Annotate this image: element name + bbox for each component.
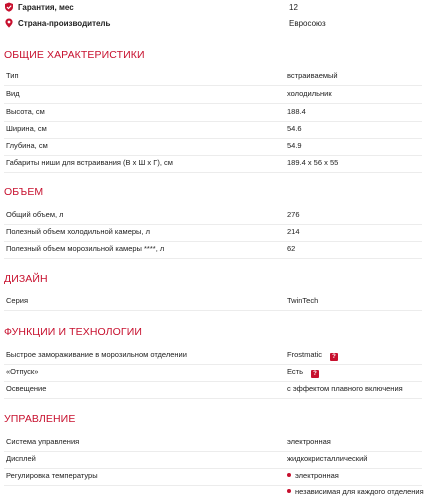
spec-label: Тип: [6, 71, 19, 80]
spec-value: 62: [287, 244, 296, 253]
spec-label: Ширина, см: [6, 124, 47, 133]
spec-value: Frostmatic: [287, 350, 323, 359]
spec-row: [4, 138, 422, 156]
spec-value-wrap: [287, 487, 424, 496]
spec-label: Регулировка температуры: [6, 471, 98, 480]
spec-row: [4, 86, 422, 104]
spec-label: Габариты ниши для встраивания (В x Ш x Г), см: [6, 158, 173, 167]
spec-label: Полезный объем морозильной камеры ****, л: [6, 244, 165, 253]
spec-row: [4, 381, 422, 399]
spec-row: [4, 155, 422, 173]
spec-value: 189.4 x 56 x 55: [287, 158, 339, 167]
section-title-general: ОБЩИЕ ХАРАКТЕРИСТИКИ: [4, 49, 145, 61]
spec-label: Полезный объем холодильной камеры, л: [6, 227, 150, 236]
spec-row: [4, 241, 422, 259]
spec-value: TwinTech: [287, 296, 319, 305]
spec-label: Серия: [6, 296, 29, 305]
help-icon[interactable]: ?: [311, 370, 319, 378]
spec-value: 276: [287, 210, 300, 219]
spec-label: Быстрое замораживание в морозильном отделении: [6, 350, 187, 359]
spec-value-wrap: [287, 471, 339, 480]
section-title-functions: ФУНКЦИИ И ТЕХНОЛОГИИ: [4, 326, 143, 338]
spec-label: Гарантия, мес: [18, 3, 74, 12]
spec-row: [4, 364, 422, 382]
spec-row: [4, 104, 422, 122]
spec-row: [4, 451, 422, 469]
spec-value: электронная: [295, 471, 339, 480]
section-title-volume: ОБЪЕМ: [4, 186, 44, 198]
spec-value: 12: [289, 3, 298, 12]
spec-value: жидкокристаллический: [287, 454, 368, 463]
bullet-icon: [287, 473, 291, 477]
spec-row-country: [0, 16, 426, 32]
spec-label: Дисплей: [6, 454, 36, 463]
spec-value: 54.6: [287, 124, 302, 133]
spec-row: [4, 224, 422, 242]
spec-row: [4, 484, 422, 501]
spec-row: [4, 68, 422, 86]
spec-label: Общий объем, л: [6, 210, 64, 219]
spec-value: с эффектом плавного включения: [287, 384, 403, 393]
shield-check-icon: [4, 2, 14, 12]
spec-value: 188.4: [287, 107, 306, 116]
section-title-control: УПРАВЛЕНИЕ: [4, 413, 76, 425]
spec-label: Страна-производитель: [18, 19, 111, 28]
spec-row: [4, 207, 422, 225]
pin-icon: [4, 18, 14, 28]
spec-value: холодильник: [287, 89, 332, 98]
spec-value: электронная: [287, 437, 331, 446]
spec-row: [4, 347, 422, 365]
spec-value: независимая для каждого отделения: [295, 487, 424, 496]
bullet-icon: [287, 489, 291, 493]
spec-value: Есть: [287, 367, 304, 376]
spec-label: Освещение: [6, 384, 47, 393]
spec-value: 214: [287, 227, 300, 236]
spec-value-wrap: [287, 350, 338, 361]
spec-value: встраиваемый: [287, 71, 338, 80]
spec-label: Высота, см: [6, 107, 45, 116]
spec-label: Глубина, см: [6, 141, 48, 150]
spec-label: Вид: [6, 89, 20, 98]
spec-row: [4, 293, 422, 311]
spec-value: 54.9: [287, 141, 302, 150]
spec-row-warranty: [0, 0, 426, 16]
spec-value: Евросоюз: [289, 19, 326, 28]
spec-value-wrap: [287, 367, 319, 378]
spec-label: Система управления: [6, 437, 80, 446]
spec-row: [4, 121, 422, 139]
section-title-design: ДИЗАЙН: [4, 273, 48, 285]
spec-row: [4, 434, 422, 452]
spec-label: «Отпуск»: [6, 367, 39, 376]
help-icon[interactable]: ?: [330, 353, 338, 361]
